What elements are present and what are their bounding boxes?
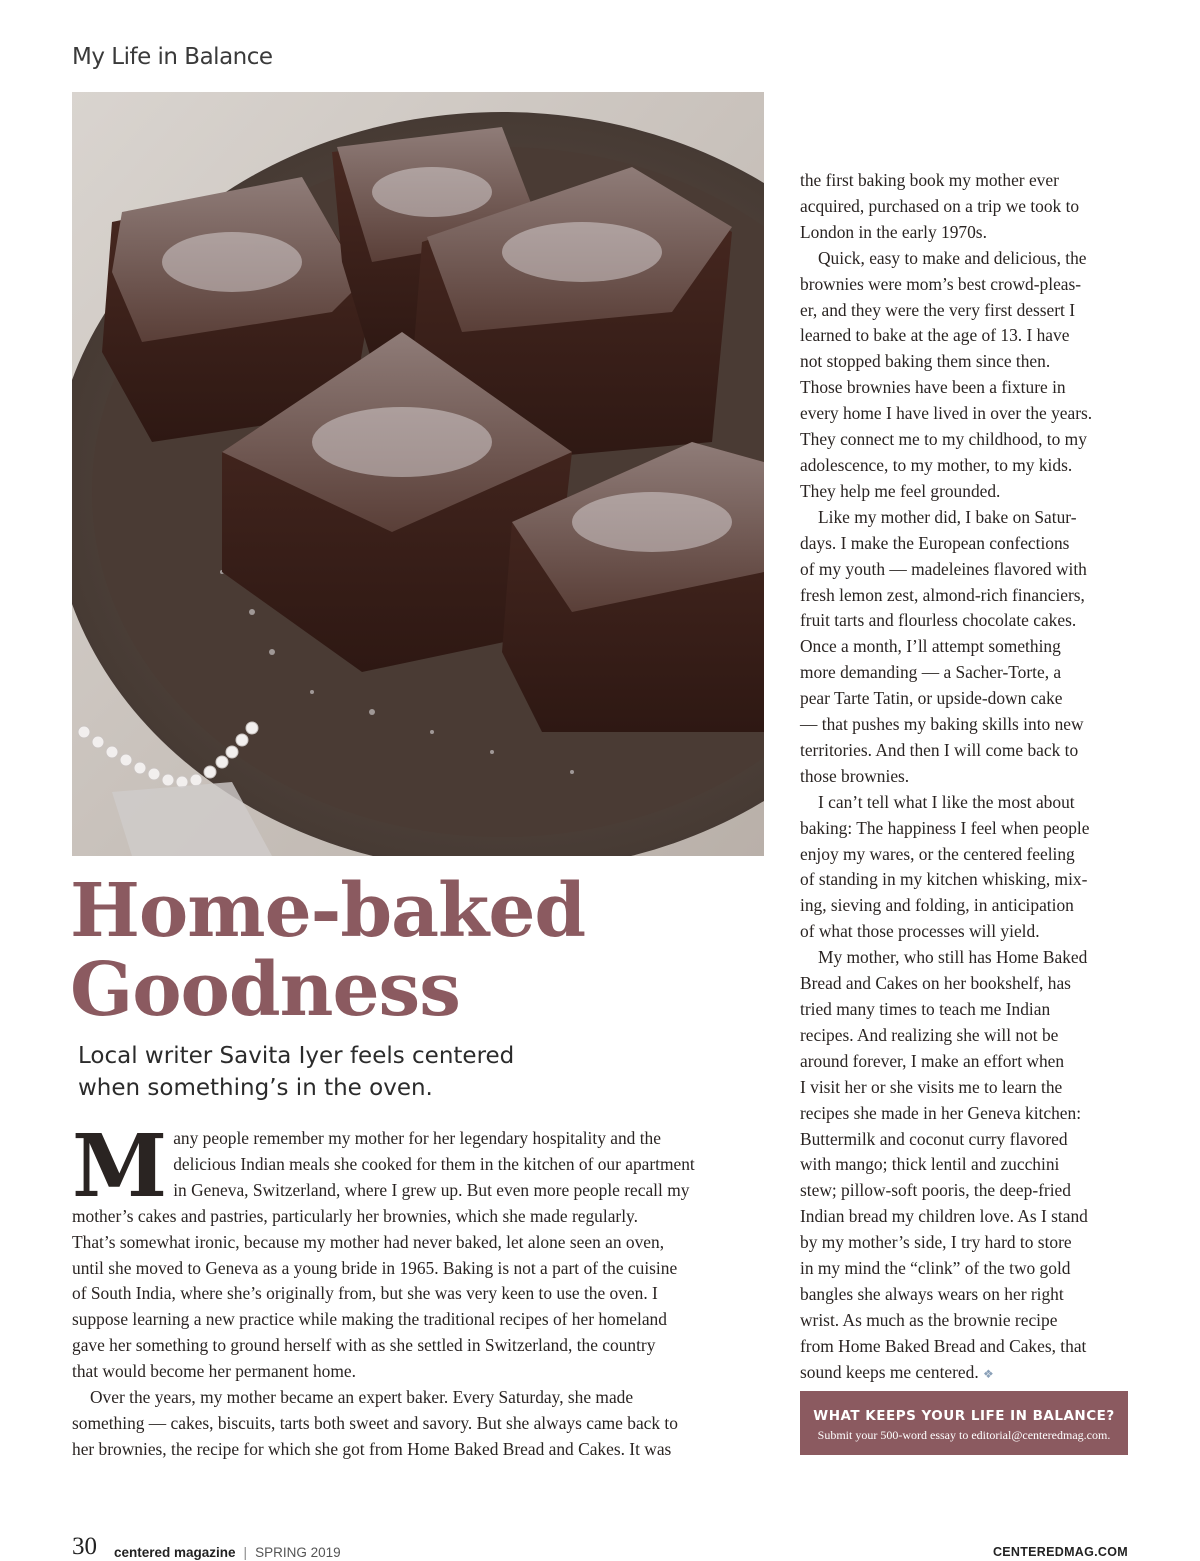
body-line: those brownies. <box>800 765 910 786</box>
body-line-last-text: sound keeps me centered. <box>800 1361 979 1382</box>
body-line: My mother, who still has Home Baked <box>818 947 1088 968</box>
dek-line-1: Local writer Savita Iyer feels centered <box>78 1043 515 1069</box>
body-line: in my mind the “clink” of the two gold <box>800 1258 1071 1279</box>
body-line: pear Tarte Tatin, or upside-down cake <box>800 688 1063 709</box>
body-line: of standing in my kitchen whisking, mix- <box>800 869 1088 890</box>
body-line: with mango; thick lentil and zucchini <box>800 1154 1060 1175</box>
body-line: fresh lemon zest, almond-rich financiers, <box>800 584 1085 605</box>
body-line: suppose learning a new practice while making the traditional recipes of her homeland <box>72 1309 667 1330</box>
body-line: learned to bake at the age of 13. I have <box>800 325 1070 346</box>
end-mark-icon: ❖ <box>983 1366 994 1381</box>
brownies-on-plate-icon <box>72 92 764 856</box>
body-line: tried many times to teach me Indian <box>800 999 1051 1019</box>
body-line: They connect me to my childhood, to my <box>800 429 1087 450</box>
brownies-photo <box>72 92 764 856</box>
body-line: territories. And then I will come back to <box>800 739 1079 760</box>
body-line: something — cakes, biscuits, tarts both sweet and savory. But she always came back to <box>72 1412 678 1433</box>
drop-cap: M <box>72 1116 168 1217</box>
body-line: every home I have lived in over the years. <box>800 403 1093 424</box>
body-line: Bread and Cakes on her bookshelf, has <box>800 973 1071 994</box>
headline-line-2: Goodness <box>70 947 460 1033</box>
issue-label: SPRING 2019 <box>255 1545 341 1560</box>
body-line: — that pushes my baking skills into new <box>800 714 1084 735</box>
body-line: of my youth — madeleines flavored with <box>800 558 1087 579</box>
body-line: Like my mother did, I bake on Satur- <box>818 506 1077 527</box>
body-line: gave her something to ground herself with as she settled in Switzerland, the country <box>72 1335 656 1356</box>
body-line: baking: The happiness I feel when people <box>800 817 1090 838</box>
body-line: adolescence, to my mother, to my kids. <box>800 454 1073 475</box>
body-line: of what those processes will yield. <box>800 921 1040 942</box>
article-dek <box>78 1040 698 1104</box>
body-line: They help me feel grounded. <box>800 480 1001 501</box>
article-body-left <box>72 1116 764 1463</box>
callout-title: WHAT KEEPS YOUR LIFE IN BALANCE? <box>813 1408 1115 1424</box>
body-line: more demanding — a Sacher-Torte, a <box>800 662 1062 683</box>
body-line: Those brownies have been a fixture in <box>800 377 1066 398</box>
body-line: I visit her or she visits me to learn the <box>800 1076 1063 1097</box>
body-line: er, and they were the very first dessert I <box>800 299 1076 320</box>
body-line: Once a month, I’ll attempt something <box>800 636 1061 657</box>
magazine-name: centered magazine <box>114 1545 236 1560</box>
body-line: from Home Baked Bread and Cakes, that <box>800 1335 1087 1356</box>
body-line: around forever, I make an effort when <box>800 1050 1065 1071</box>
body-line: wrist. As much as the brownie recipe <box>800 1309 1058 1330</box>
footer-separator: | <box>243 1545 248 1560</box>
body-line: ing, sieving and folding, in anticipation <box>800 895 1074 916</box>
body-line: the first baking book my mother ever <box>800 170 1059 190</box>
body-line: her brownies, the recipe for which she got from Home Baked Bread and Cakes. It was <box>72 1438 672 1459</box>
body-line-last <box>800 1360 1134 1388</box>
body-line: recipes she made in her Geneva kitchen: <box>800 1102 1082 1123</box>
body-line: fruit tarts and flourless chocolate cakes. <box>800 610 1077 631</box>
body-line: I can’t tell what I like the most about <box>818 791 1075 812</box>
body-line: bangles she always wears on her right <box>800 1283 1064 1304</box>
headline-line-1: Home-baked <box>70 868 586 954</box>
body-line: that would become her permanent home. <box>72 1361 356 1382</box>
body-line: days. I make the European confections <box>800 532 1070 553</box>
body-line: not stopped baking them since then. <box>800 351 1051 372</box>
body-line: any people remember my mother for her legendary hospitality and the <box>173 1128 661 1148</box>
body-line: until she moved to Geneva as a young bride in 1965. Baking is not a part of the cuisine <box>72 1257 678 1278</box>
callout-text: Submit your 500-word essay to editorial@centeredmag.com. <box>817 1428 1111 1442</box>
body-line: delicious Indian meals she cooked for them in the kitchen of our apartment <box>173 1153 695 1174</box>
body-line: Over the years, my mother became an expert baker. Every Saturday, she made <box>90 1387 634 1408</box>
section-label: My Life in Balance <box>72 44 273 70</box>
body-line: stew; pillow-soft pooris, the deep-fried <box>800 1180 1071 1201</box>
body-line: acquired, purchased on a trip we took to <box>800 195 1080 216</box>
article-body-right <box>800 168 1134 1388</box>
body-line: That’s somewhat ironic, because my mother had never baked, let alone seen an oven, <box>72 1231 665 1252</box>
body-line: brownies were mom’s best crowd-pleas- <box>800 273 1082 294</box>
footer-url: CENTEREDMAG.COM <box>992 1545 1128 1559</box>
body-line: enjoy my wares, or the centered feeling <box>800 843 1075 864</box>
body-line: mother’s cakes and pastries, particularly her brownies, which she made regularly. <box>72 1205 638 1226</box>
page-number: 30 <box>72 1533 97 1560</box>
body-line: Quick, easy to make and delicious, the <box>818 247 1087 268</box>
article-headline <box>70 868 770 1033</box>
body-line: in Geneva, Switzerland, where I grew up. But even more people recall my <box>173 1179 690 1200</box>
body-line: by my mother’s side, I try hard to store <box>800 1232 1072 1253</box>
body-line: Buttermilk and coconut curry flavored <box>800 1128 1068 1149</box>
body-line: recipes. And realizing she will not be <box>800 1024 1059 1045</box>
body-line: Indian bread my children love. As I stand <box>800 1206 1088 1227</box>
dek-line-2: when something’s in the oven. <box>78 1075 433 1101</box>
body-line: London in the early 1970s. <box>800 221 987 242</box>
essay-callout <box>800 1391 1128 1455</box>
body-line: of South India, where she’s originally from, but she was very keen to use the oven. I <box>72 1283 658 1304</box>
